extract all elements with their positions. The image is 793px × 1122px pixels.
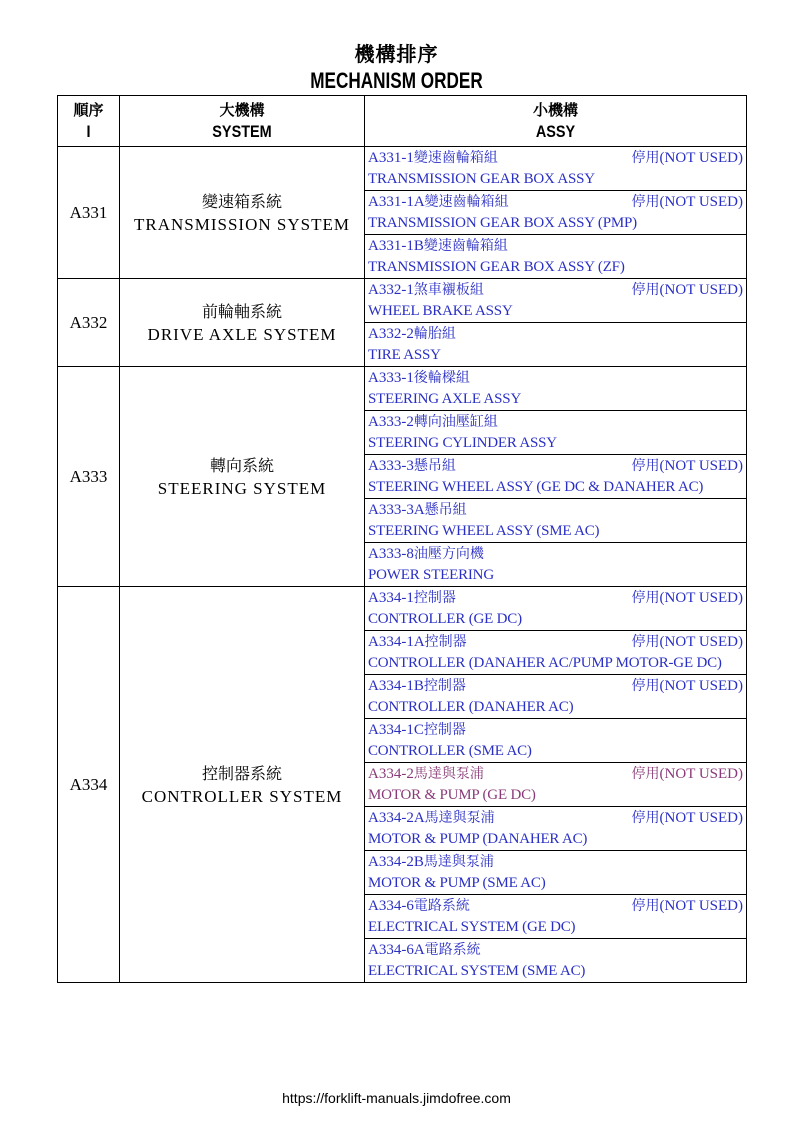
status-zh: 停用 (631, 810, 660, 826)
system-name-zh: 轉向系統 (209, 455, 274, 475)
assy-name-zh: 電路系統 (424, 942, 481, 958)
assy-name-en: TIRE ASSY (368, 347, 441, 363)
system-code: A333 (58, 367, 120, 587)
status-zh: 停用 (631, 590, 660, 606)
status-zh: 停用 (631, 458, 660, 474)
assy-link[interactable] (365, 851, 746, 894)
assy-item[interactable] (365, 587, 747, 631)
status-not-used (632, 280, 743, 301)
assy-item[interactable] (365, 323, 747, 367)
assy-name-zh: 轉向油壓缸組 (413, 414, 498, 430)
assy-code: A334-6 (368, 898, 414, 914)
assy-code: A333-3A (368, 502, 425, 518)
assy-name-zh: 後輪樑組 (413, 370, 470, 386)
assy-item[interactable] (365, 939, 747, 983)
assy-item[interactable] (365, 367, 747, 411)
assy-code-line (368, 235, 746, 257)
assy-item[interactable] (365, 455, 747, 499)
assy-name-en: CONTROLLER (GE DC) (368, 611, 522, 627)
assy-code-line (368, 939, 746, 961)
assy-code: A333-3 (368, 458, 414, 474)
status-not-used (632, 764, 743, 785)
header-system (120, 96, 365, 147)
header-system-zh: 大機構 (219, 101, 265, 119)
assy-link[interactable] (365, 587, 746, 630)
assy-link[interactable] (365, 367, 746, 410)
assy-item[interactable] (365, 411, 747, 455)
status-en: (NOT USED) (659, 634, 743, 650)
status-en: (NOT USED) (659, 810, 743, 826)
status-not-used (632, 632, 743, 653)
assy-name-zh: 變速齒輪箱組 (413, 150, 498, 166)
assy-code: A332-2 (368, 326, 414, 342)
assy-name-en: STEERING AXLE ASSY (368, 391, 522, 407)
status-en: (NOT USED) (659, 898, 743, 914)
system-name-en: DRIVE AXLE SYSTEM (147, 324, 337, 344)
assy-link[interactable] (365, 719, 746, 762)
status-zh: 停用 (631, 634, 660, 650)
assy-link[interactable] (365, 411, 746, 454)
table-row (58, 147, 747, 191)
page-title-zh: 機構排序 (354, 42, 439, 66)
assy-code: A334-2A (368, 810, 425, 826)
assy-code: A331-1A (368, 194, 425, 210)
system-name-en: TRANSMISSION SYSTEM (134, 214, 350, 234)
assy-name-en: ELECTRICAL SYSTEM (GE DC) (368, 919, 576, 935)
system-name-en: CONTROLLER SYSTEM (141, 786, 343, 806)
assy-name-en: CONTROLLER (DANAHER AC/PUMP MOTOR-GE DC) (368, 655, 722, 671)
header-order (58, 96, 120, 147)
assy-item[interactable] (365, 499, 747, 543)
assy-name-en: MOTOR & PUMP (GE DC) (368, 787, 536, 803)
assy-name-zh: 懸吊組 (424, 502, 467, 518)
assy-link[interactable] (365, 807, 746, 850)
table-row (58, 367, 747, 411)
system-name (120, 147, 365, 279)
status-en: (NOT USED) (659, 194, 743, 210)
system-name-zh: 控制器系統 (201, 763, 282, 783)
assy-name-zh: 馬達與泵浦 (423, 854, 494, 870)
assy-name-en: POWER STEERING (368, 567, 494, 583)
assy-link[interactable] (365, 323, 746, 366)
assy-name-zh: 控制器 (423, 678, 466, 694)
assy-link[interactable] (365, 235, 746, 278)
assy-code: A334-1C (368, 722, 424, 738)
assy-item[interactable] (365, 719, 747, 763)
assy-name-en: ELECTRICAL SYSTEM (SME AC) (368, 963, 586, 979)
assy-name-zh: 懸吊組 (413, 458, 456, 474)
status-not-used (632, 896, 743, 917)
assy-name-en: TRANSMISSION GEAR BOX ASSY (ZF) (368, 259, 625, 275)
assy-item[interactable] (365, 235, 747, 279)
status-not-used (632, 456, 743, 477)
assy-link[interactable] (365, 675, 746, 718)
system-code: A334 (58, 587, 120, 983)
table-row (58, 587, 747, 631)
assy-code: A331-1B (368, 238, 424, 254)
assy-item[interactable] (365, 147, 747, 191)
assy-name-zh: 馬達與泵浦 (413, 766, 484, 782)
assy-link[interactable] (365, 455, 746, 498)
assy-link[interactable] (365, 191, 746, 234)
assy-item[interactable] (365, 631, 747, 675)
assy-name-zh: 電路系統 (413, 898, 470, 914)
assy-name-en: TRANSMISSION GEAR BOX ASSY (368, 171, 595, 187)
header-assy (365, 96, 747, 147)
assy-name-zh: 變速齒輪箱組 (423, 238, 508, 254)
assy-name-en: TRANSMISSION GEAR BOX ASSY (PMP) (368, 215, 637, 231)
assy-item[interactable] (365, 279, 747, 323)
table-row (58, 279, 747, 323)
assy-code-line (368, 719, 746, 741)
assy-name-en: CONTROLLER (SME AC) (368, 743, 532, 759)
assy-code: A334-1A (368, 634, 425, 650)
assy-code-line (368, 323, 746, 345)
assy-code-line (368, 367, 746, 389)
status-zh: 停用 (631, 678, 660, 694)
status-zh: 停用 (631, 766, 660, 782)
assy-code: A334-2B (368, 854, 424, 870)
footer-url[interactable]: https://forklift-manuals.jimdofree.com (282, 1090, 511, 1106)
status-zh: 停用 (631, 194, 660, 210)
assy-code: A331-1 (368, 150, 414, 166)
assy-code: A334-1 (368, 590, 414, 606)
system-code: A332 (58, 279, 120, 367)
assy-name-en: CONTROLLER (DANAHER AC) (368, 699, 574, 715)
assy-name-zh: 馬達與泵浦 (424, 810, 495, 826)
assy-item[interactable] (365, 675, 747, 719)
assy-link[interactable] (365, 895, 746, 938)
system-name (120, 587, 365, 983)
status-not-used (632, 676, 743, 697)
system-name (120, 279, 365, 367)
status-en: (NOT USED) (659, 282, 743, 298)
assy-link[interactable] (365, 939, 746, 982)
assy-code: A332-1 (368, 282, 414, 298)
status-not-used (632, 588, 743, 609)
assy-link[interactable] (365, 543, 746, 586)
status-not-used (632, 192, 743, 213)
header-system-en: SYSTEM (212, 122, 272, 141)
status-en: (NOT USED) (659, 766, 743, 782)
assy-name-zh: 變速齒輪箱組 (424, 194, 509, 210)
assy-name-en: MOTOR & PUMP (DANAHER AC) (368, 831, 588, 847)
system-name-en: STEERING SYSTEM (157, 478, 327, 498)
assy-name-zh: 油壓方向機 (413, 546, 484, 562)
status-zh: 停用 (631, 282, 660, 298)
system-name-zh: 前輪軸系統 (201, 301, 282, 321)
table-header-row (58, 96, 747, 147)
status-zh: 停用 (631, 898, 660, 914)
assy-item[interactable] (365, 763, 747, 807)
assy-item[interactable] (365, 807, 747, 851)
assy-code: A333-1 (368, 370, 414, 386)
assy-name-en: WHEEL BRAKE ASSY (368, 303, 513, 319)
mechanism-order-table (57, 95, 747, 983)
assy-code: A333-8 (368, 546, 414, 562)
assy-item[interactable] (365, 851, 747, 895)
header-assy-en: ASSY (535, 122, 576, 141)
assy-code: A333-2 (368, 414, 414, 430)
assy-name-zh: 控制器 (413, 590, 456, 606)
assy-code-line (368, 851, 746, 873)
status-en: (NOT USED) (659, 150, 743, 166)
status-en: (NOT USED) (659, 678, 743, 694)
header-assy-zh: 小機構 (532, 101, 578, 119)
assy-name-en: STEERING CYLINDER ASSY (368, 435, 557, 451)
header-order-en: I (86, 122, 91, 141)
assy-code: A334-2 (368, 766, 414, 782)
assy-name-zh: 煞車襯板組 (413, 282, 484, 298)
assy-link[interactable] (365, 763, 746, 806)
assy-code-line (368, 411, 746, 433)
assy-code-line (368, 543, 746, 565)
assy-code-line (368, 499, 746, 521)
assy-code: A334-6A (368, 942, 425, 958)
status-not-used (632, 148, 743, 169)
system-code: A331 (58, 147, 120, 279)
assy-link[interactable] (365, 147, 746, 190)
assy-name-zh: 控制器 (423, 722, 466, 738)
assy-item[interactable] (365, 191, 747, 235)
header-order-zh: 順序 (73, 101, 104, 119)
assy-item[interactable] (365, 543, 747, 587)
system-name (120, 367, 365, 587)
assy-item[interactable] (365, 895, 747, 939)
table-body (58, 147, 747, 983)
system-name-zh: 變速箱系統 (201, 191, 282, 211)
assy-name-en: MOTOR & PUMP (SME AC) (368, 875, 546, 891)
assy-name-zh: 輪胎組 (413, 326, 456, 342)
assy-name-en: STEERING WHEEL ASSY (SME AC) (368, 523, 600, 539)
assy-link[interactable] (365, 631, 746, 674)
status-en: (NOT USED) (659, 590, 743, 606)
page-title-en: MECHANISM ORDER (310, 68, 483, 93)
assy-code: A334-1B (368, 678, 424, 694)
status-zh: 停用 (631, 150, 660, 166)
assy-link[interactable] (365, 499, 746, 542)
status-en: (NOT USED) (659, 458, 743, 474)
status-not-used (632, 808, 743, 829)
assy-link[interactable] (365, 279, 746, 322)
assy-name-en: STEERING WHEEL ASSY (GE DC & DANAHER AC) (368, 479, 704, 495)
assy-name-zh: 控制器 (424, 634, 467, 650)
